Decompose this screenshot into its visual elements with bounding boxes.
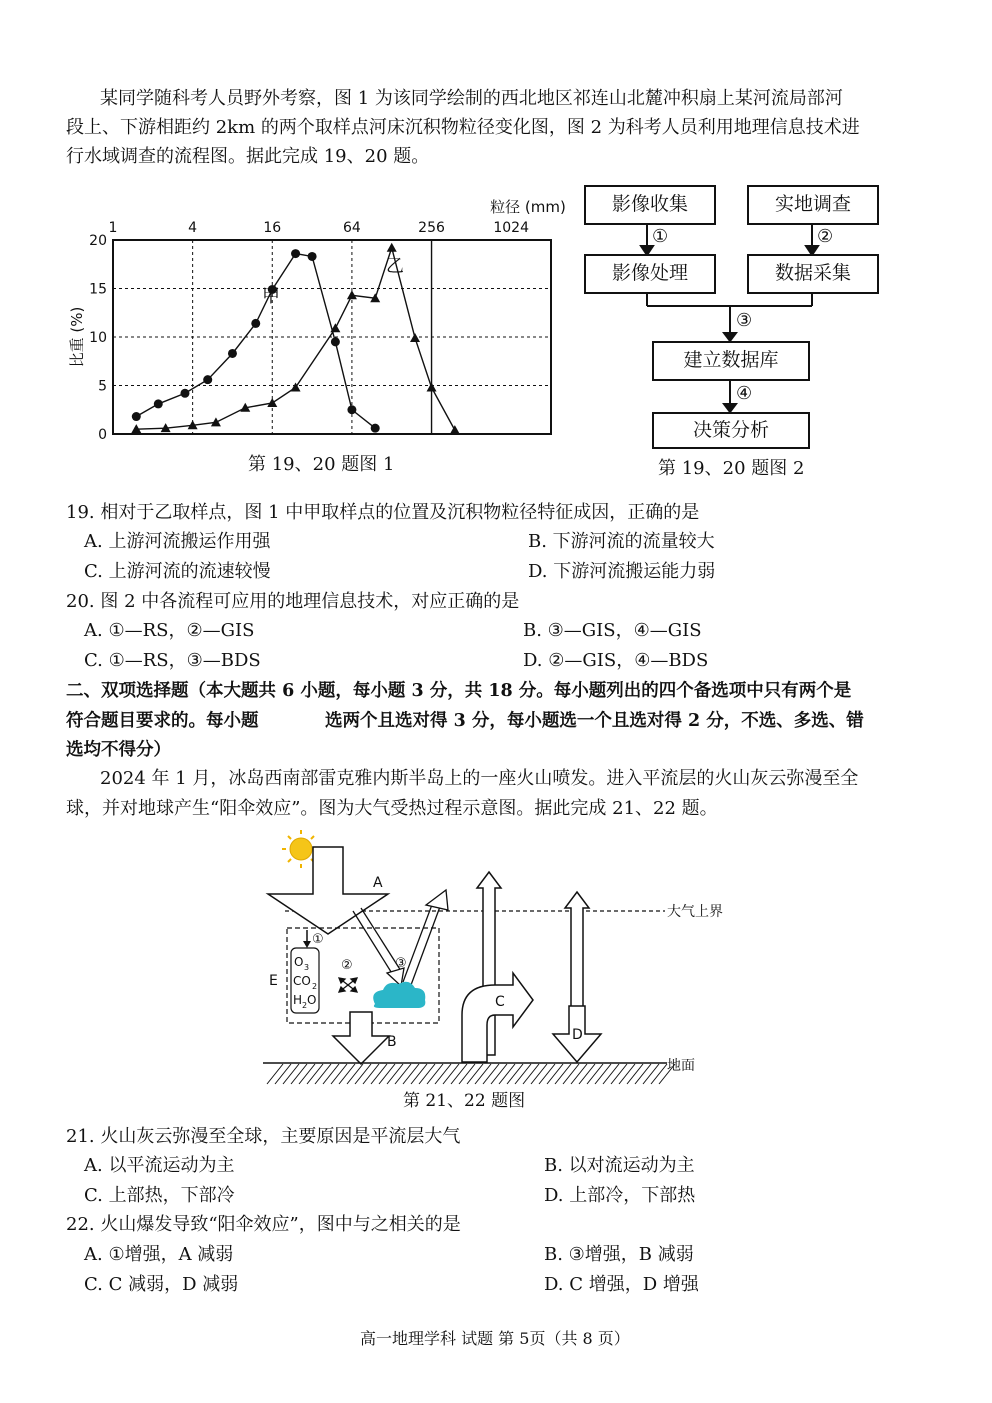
hatch-line	[571, 1064, 587, 1084]
intro1-line3: 行水域调查的流程图。据此完成 19、20 题。	[66, 146, 430, 167]
x-tick-label: 1	[108, 220, 118, 236]
arrow-d-up	[565, 892, 589, 1012]
svg-text:3: 3	[304, 963, 310, 972]
label-b: B	[387, 1034, 397, 1050]
step-3-label: ③	[736, 310, 753, 331]
svg-text:O: O	[294, 955, 304, 969]
series-line-1	[136, 248, 455, 430]
point-yi	[450, 425, 460, 434]
hatch-line	[587, 1064, 603, 1084]
x-tick-label: 256	[418, 220, 445, 236]
hatch-line	[395, 1064, 411, 1084]
box-image-processing: 影像处理	[584, 254, 716, 294]
ground-hatch	[267, 1064, 675, 1084]
hatch-line	[411, 1064, 427, 1084]
chart-series-lines	[136, 248, 455, 430]
box-image-collection: 影像收集	[584, 185, 716, 225]
q21-option-d: D. 上部冷，下部热	[544, 1185, 696, 1206]
point-yi	[427, 382, 437, 391]
q19-option-d: D. 下游河流搬运能力弱	[528, 561, 716, 582]
q20-stem: 20. 图 2 中各流程可应用的地理信息技术，对应正确的是	[66, 591, 520, 612]
y-tick-label: 15	[89, 281, 107, 298]
box-build-database: 建立数据库	[652, 341, 810, 381]
y-tick-label: 5	[98, 378, 107, 395]
hatch-line	[475, 1064, 491, 1084]
hatch-line	[499, 1064, 515, 1084]
hatch-line	[595, 1064, 611, 1084]
hatch-line	[403, 1064, 419, 1084]
hatch-line	[323, 1064, 339, 1084]
hatch-line	[547, 1064, 563, 1084]
hatch-line	[419, 1064, 435, 1084]
chart-series-marks	[131, 243, 460, 434]
hatch-line	[563, 1064, 579, 1084]
ground-label: 地面	[667, 1058, 695, 1074]
intro2-line2: 球，并对地球产生“阳伞效应”。图为大气受热过程示意图。据此完成 21、22 题。	[66, 798, 718, 819]
arrow-c	[462, 973, 533, 1062]
arrow-a	[268, 847, 388, 934]
step-2-label: ②	[817, 226, 834, 247]
q19-option-b: B. 下游河流的流量较大	[528, 531, 715, 552]
hatch-line	[523, 1064, 539, 1084]
section2-line3: 选均不得分）	[66, 740, 171, 760]
intro1-line2: 段上、下游相距约 2km 的两个取样点河床沉积物粒径变化图，图 2 为科考人员利用地理信息技术进	[66, 117, 860, 138]
svg-text:CO: CO	[293, 974, 311, 988]
x-tick-label: 1024	[493, 220, 530, 236]
chart-y-ticks	[89, 233, 107, 443]
fig1-chart	[60, 190, 580, 480]
point-jia	[228, 349, 237, 358]
hatch-line	[467, 1064, 483, 1084]
svg-text:2: 2	[302, 1001, 308, 1010]
hatch-line	[387, 1064, 403, 1084]
x-tick-label: 64	[342, 220, 361, 236]
q22-stem: 22. 火山爆发导致“阳伞效应”，图中与之相关的是	[66, 1214, 461, 1235]
fig2-caption: 第 19、20 题图 2	[658, 458, 805, 479]
q20-option-b: B. ③—GIS，④—GIS	[523, 620, 702, 641]
point-jia	[308, 252, 317, 261]
y-tick-label: 10	[89, 330, 107, 346]
intro1-line1: 某同学随科考人员野外考察，图 1 为该同学绘制的西北地区祁连山北麓冲积扇上某河流局部河	[100, 88, 843, 109]
q22-option-d: D. C 增强，D 增强	[544, 1274, 699, 1295]
q20-option-c: C. ①—RS，③—BDS	[84, 650, 261, 671]
circle-2-label: ②	[341, 958, 353, 973]
label-d: D	[572, 1027, 583, 1043]
point-jia	[331, 337, 340, 346]
chart-xlabel: 粒径 (mm)	[490, 198, 566, 216]
q21-option-a: A. 以平流运动为主	[84, 1155, 235, 1176]
q19-option-a: A. 上游河流搬运作用强	[84, 531, 271, 552]
cloud-icon	[373, 982, 425, 1008]
circle-1-label: ①	[312, 932, 324, 947]
q20-option-a: A. ①—RS，②—GIS	[84, 620, 255, 641]
chart-x-ticks	[109, 220, 530, 236]
label-e: E	[269, 973, 278, 989]
hatch-line	[459, 1064, 475, 1084]
chart-ylabel: 比重 (%)	[68, 306, 86, 368]
box-decision-analysis: 决策分析	[652, 412, 810, 449]
point-yi	[347, 290, 357, 299]
point-jia	[291, 249, 300, 258]
hatch-line	[443, 1064, 459, 1084]
atmosphere-top-label: 大气上界	[667, 904, 723, 920]
q21-stem: 21. 火山灰云弥漫至全球，主要原因是平流层大气	[66, 1126, 461, 1147]
hatch-line	[339, 1064, 355, 1084]
section2-line2b: 选两个且选对得 3 分，每小题选一个且选对得 2 分，不选、多选、错	[325, 711, 864, 731]
hatch-line	[515, 1064, 531, 1084]
hatch-line	[347, 1064, 363, 1084]
hatch-line	[451, 1064, 467, 1084]
q19-option-c: C. 上游河流的流速较慢	[84, 561, 271, 582]
hatch-line	[363, 1064, 379, 1084]
label-c: C	[495, 994, 505, 1010]
hatch-line	[507, 1064, 523, 1084]
point-jia	[132, 412, 141, 421]
q19-stem: 19. 相对于乙取样点，图 1 中甲取样点的位置及沉积物粒径特征成因，正确的是	[66, 502, 700, 523]
q22-option-b: B. ③增强，B 减弱	[544, 1244, 694, 1265]
hatch-line	[275, 1064, 291, 1084]
hatch-line	[267, 1064, 283, 1084]
point-jia	[347, 405, 356, 414]
fig1-caption: 第 19、20 题图 1	[248, 454, 395, 475]
hatch-line	[635, 1064, 651, 1084]
series-label-jia: 甲	[262, 286, 280, 307]
chart-grid	[113, 240, 551, 434]
hatch-line	[483, 1064, 499, 1084]
q21-option-c: C. 上部热，下部冷	[84, 1185, 235, 1206]
point-jia	[203, 375, 212, 384]
hatch-line	[579, 1064, 595, 1084]
hatch-line	[291, 1064, 307, 1084]
page-footer: 高一地理学科 试题 第 5页（共 8 页）	[360, 1329, 630, 1348]
hatch-line	[283, 1064, 299, 1084]
point-jia	[371, 424, 380, 433]
hatch-line	[539, 1064, 555, 1084]
step-4-label: ④	[736, 383, 753, 404]
hatch-line	[307, 1064, 323, 1084]
hatch-line	[491, 1064, 507, 1084]
q22-option-a: A. ①增强，A 减弱	[84, 1244, 234, 1265]
hatch-line	[611, 1064, 627, 1084]
hatch-line	[371, 1064, 387, 1084]
hatch-line	[435, 1064, 451, 1084]
svg-text:H: H	[293, 993, 303, 1007]
hatch-line	[299, 1064, 315, 1084]
section2-line1: 二、双项选择题（本大题共 6 小题，每小题 3 分，共 18 分。每小题列出的四个备选项中只有两个是	[66, 681, 852, 701]
hatch-line	[619, 1064, 635, 1084]
label-a: A	[373, 875, 383, 891]
svg-text:2: 2	[312, 982, 318, 991]
point-jia	[154, 399, 163, 408]
fig3-caption: 第 21、22 题图	[403, 1091, 526, 1111]
x-tick-label: 16	[263, 220, 282, 236]
q20-option-d: D. ②—GIS，④—BDS	[523, 650, 709, 671]
section2-line2a: 符合题目要求的。每小题	[66, 711, 259, 731]
hatch-line	[531, 1064, 547, 1084]
point-yi	[387, 243, 397, 252]
point-jia	[180, 389, 189, 398]
hatch-line	[627, 1064, 643, 1084]
circle-3-label: ③	[395, 956, 407, 971]
y-tick-label: 20	[89, 233, 107, 249]
hatch-line	[603, 1064, 619, 1084]
hatch-line	[355, 1064, 371, 1084]
point-jia	[251, 319, 260, 328]
scatter-arrows-icon	[339, 978, 357, 992]
svg-text:O: O	[307, 993, 317, 1007]
y-tick-label: 0	[98, 427, 107, 443]
hatch-line	[315, 1064, 331, 1084]
hatch-line	[651, 1064, 667, 1084]
fig3-diagram	[255, 830, 745, 1090]
hatch-line	[555, 1064, 571, 1084]
intro2-line1: 2024 年 1 月，冰岛西南部雷克雅内斯半岛上的一座火山喷发。进入平流层的火山灰云弥漫至全	[100, 768, 859, 789]
point-yi	[291, 382, 301, 391]
point-yi	[211, 417, 221, 426]
box-data-collection: 数据采集	[747, 254, 879, 294]
q22-option-c: C. C 减弱，D 减弱	[84, 1274, 239, 1295]
x-tick-label: 4	[188, 220, 198, 236]
hatch-line	[379, 1064, 395, 1084]
arrow-b	[333, 1012, 389, 1064]
hatch-line	[331, 1064, 347, 1084]
step-1-label: ①	[652, 226, 669, 247]
hatch-line	[643, 1064, 659, 1084]
point-yi	[410, 333, 420, 342]
box-field-survey: 实地调查	[747, 185, 879, 225]
point-yi	[267, 398, 277, 407]
series-label-yi: 乙	[386, 256, 404, 277]
hatch-line	[427, 1064, 443, 1084]
q21-option-b: B. 以对流运动为主	[544, 1155, 695, 1176]
